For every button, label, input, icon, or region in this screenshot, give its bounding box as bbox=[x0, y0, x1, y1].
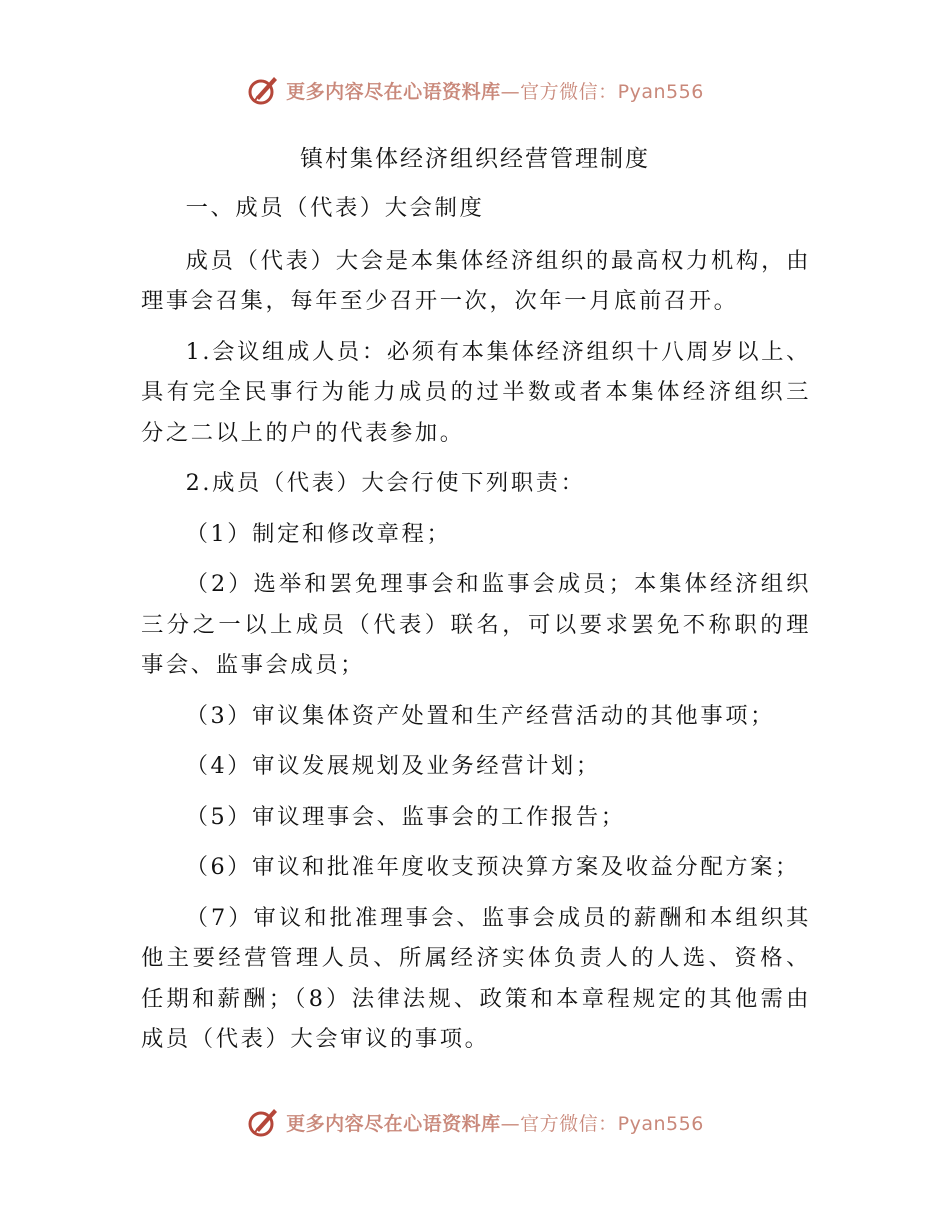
list-item: （6）审议和批准年度收支预决算方案及收益分配方案； bbox=[185, 854, 800, 880]
quill-logo-icon bbox=[246, 1105, 280, 1139]
watermark-banner-top bbox=[0, 70, 950, 110]
watermark-text bbox=[286, 77, 704, 104]
list-item: （7）审议和批准理事会、监事会成员的薪酬和本组织其他主要经营管理人员、所属经济实体负责人的人选、资格、任期和薪酬；（8）法律法规、政策和本章程规定的其他需由成员（代表）大会审议的事项。 bbox=[141, 904, 811, 1052]
document-title: 镇村集体经济组织经营管理制度 bbox=[300, 146, 650, 172]
list-item: （3）审议集体资产处置和生产经营活动的其他事项； bbox=[185, 702, 776, 729]
list-item: （5）审议理事会、监事会的工作报告； bbox=[185, 803, 626, 830]
paragraph: 2.成员（代表）大会行使下列职责： bbox=[185, 470, 586, 496]
watermark-main: 更多内容尽在心语资料库 bbox=[286, 1112, 501, 1135]
list-item: （1）制定和修改章程； bbox=[185, 520, 452, 547]
quill-logo-icon bbox=[246, 73, 280, 107]
section-heading: 一、成员（代表）大会制度 bbox=[185, 195, 485, 221]
watermark-separator: — bbox=[500, 1112, 521, 1135]
watermark-wechat: 官方微信：Pyan556 bbox=[520, 1112, 704, 1135]
list-item: （2）选举和罢免理事会和监事会成员；本集体经济组织三分之一以上成员（代表）联名，可以要求罢免不称职的理事会、监事会成员； bbox=[141, 571, 811, 678]
paragraph: 1.会议组成人员：必须有本集体经济组织十八周岁以上、具有完全民事行为能力成员的过半数或者本集体经济组织三分之二以上的户的代表参加。 bbox=[141, 338, 811, 446]
watermark-text bbox=[286, 1109, 704, 1136]
list-item: （4）审议发展规划及业务经营计划； bbox=[185, 753, 601, 779]
document-body bbox=[141, 188, 811, 1070]
watermark-banner-bottom bbox=[0, 1102, 950, 1142]
watermark-wechat: 官方微信：Pyan556 bbox=[520, 80, 704, 103]
watermark-main: 更多内容尽在心语资料库 bbox=[286, 80, 501, 103]
paragraph: 成员（代表）大会是本集体经济组织的最高权力机构，由理事会召集，每年至少召开一次，次年一月底前召开。 bbox=[141, 247, 811, 314]
watermark-separator: — bbox=[500, 80, 521, 103]
